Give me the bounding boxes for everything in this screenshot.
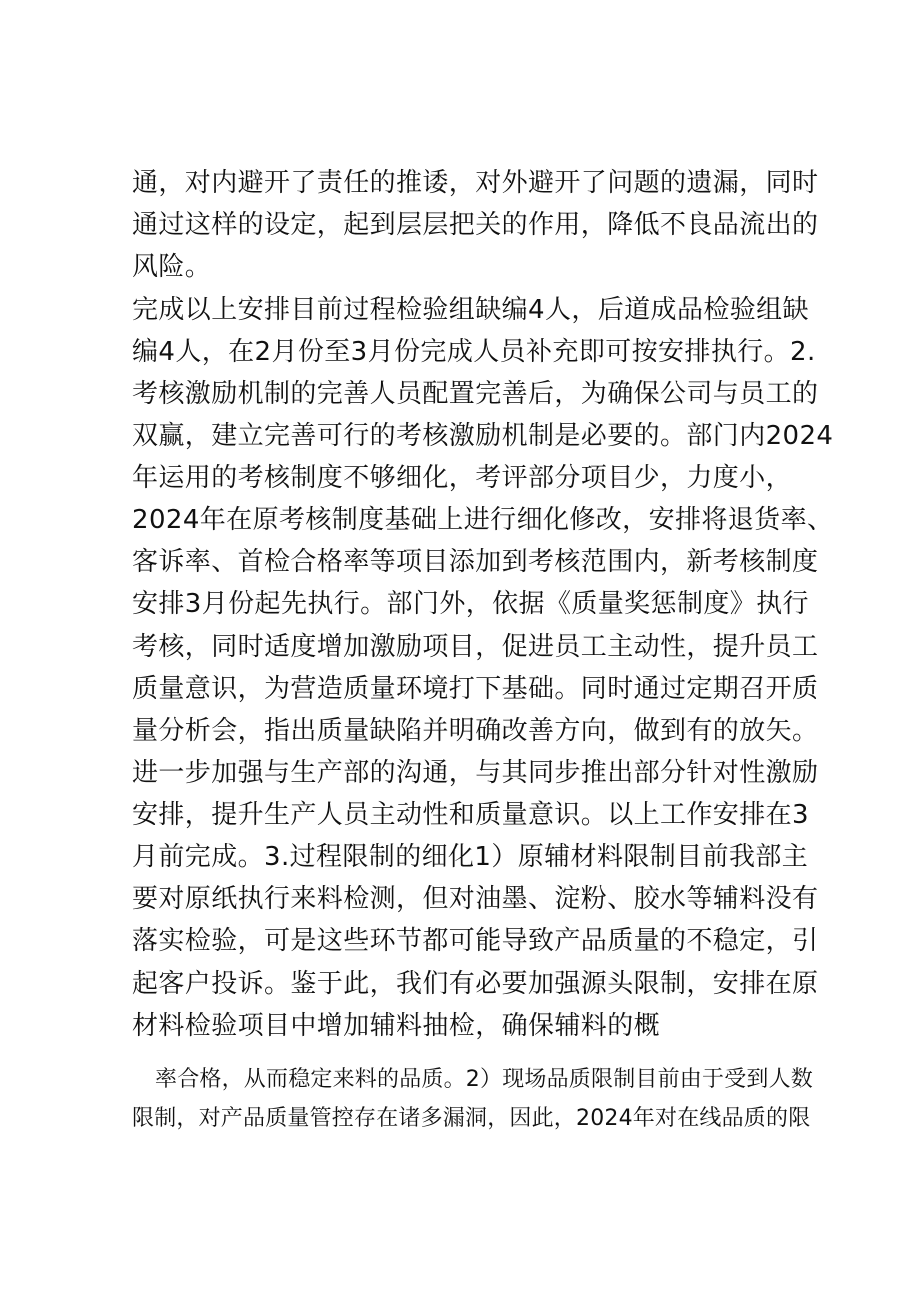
- paragraph-line: 起客户投诉。鉴于此，我们有必要加强源头限制，安排在原: [132, 969, 819, 999]
- paragraph-line: 落实检验，可是这些环节都可能导致产品质量的不稳定，引: [132, 926, 819, 956]
- paragraph-line: 双赢，建立完善可行的考核激励机制是必要的。部门内2024: [132, 421, 834, 451]
- tail-paragraph-line: 限制，对产品质量管控存在诸多漏洞，因此，2024年对在线品质的限: [132, 1106, 811, 1131]
- tail-paragraph-line: 率合格，从而稳定来料的品质。2）现场品质限制目前由于受到人数: [155, 1067, 813, 1092]
- paragraph-line: 安排3月份起先执行。部门外，依据《质量奖惩制度》执行: [132, 589, 809, 619]
- paragraph-line: 材料检验项目中增加辅料抽检，确保辅料的概: [132, 1011, 661, 1041]
- paragraph-line: 2024年在原考核制度基础上进行细化修改，安排将退货率、: [132, 505, 834, 535]
- paragraph-line: 年运用的考核制度不够细化，考评部分项目少，力度小，: [132, 463, 793, 493]
- paragraph-line: 要对原纸执行来料检测，但对油墨、淀粉、胶水等辅料没有: [132, 884, 819, 914]
- paragraph-line: 编4人，在2月份至3月份完成人员补充即可按安排执行。2.: [132, 337, 816, 367]
- paragraph-line: 完成以上安排目前过程检验组缺编4人，后道成品检验组缺: [132, 295, 809, 325]
- paragraph-line: 进一步加强与生产部的沟通，与其同步推出部分针对性激励: [132, 758, 819, 788]
- paragraph-line: 考核，同时适度增加激励项目，促进员工主动性，提升员工: [132, 632, 819, 662]
- paragraph-line: 通，对内避开了责任的推诿，对外避开了问题的遗漏，同时: [132, 168, 819, 198]
- paragraph-line: 考核激励机制的完善人员配置完善后，为确保公司与员工的: [132, 379, 819, 409]
- paragraph-line: 通过这样的设定，起到层层把关的作用，降低不良品流出的: [132, 210, 819, 240]
- paragraph-line: 质量意识，为营造质量环境打下基础。同时通过定期召开质: [132, 674, 819, 704]
- paragraph-line: 风险。: [132, 252, 212, 282]
- paragraph-line: 量分析会，指出质量缺陷并明确改善方向，做到有的放矢。: [132, 716, 819, 746]
- paragraph-line: 安排，提升生产人员主动性和质量意识。以上工作安排在3: [132, 800, 809, 830]
- paragraph-line: 月前完成。3.过程限制的细化1）原辅材料限制目前我部主: [132, 842, 809, 872]
- paragraph-line: 客诉率、首检合格率等项目添加到考核范围内，新考核制度: [132, 547, 819, 577]
